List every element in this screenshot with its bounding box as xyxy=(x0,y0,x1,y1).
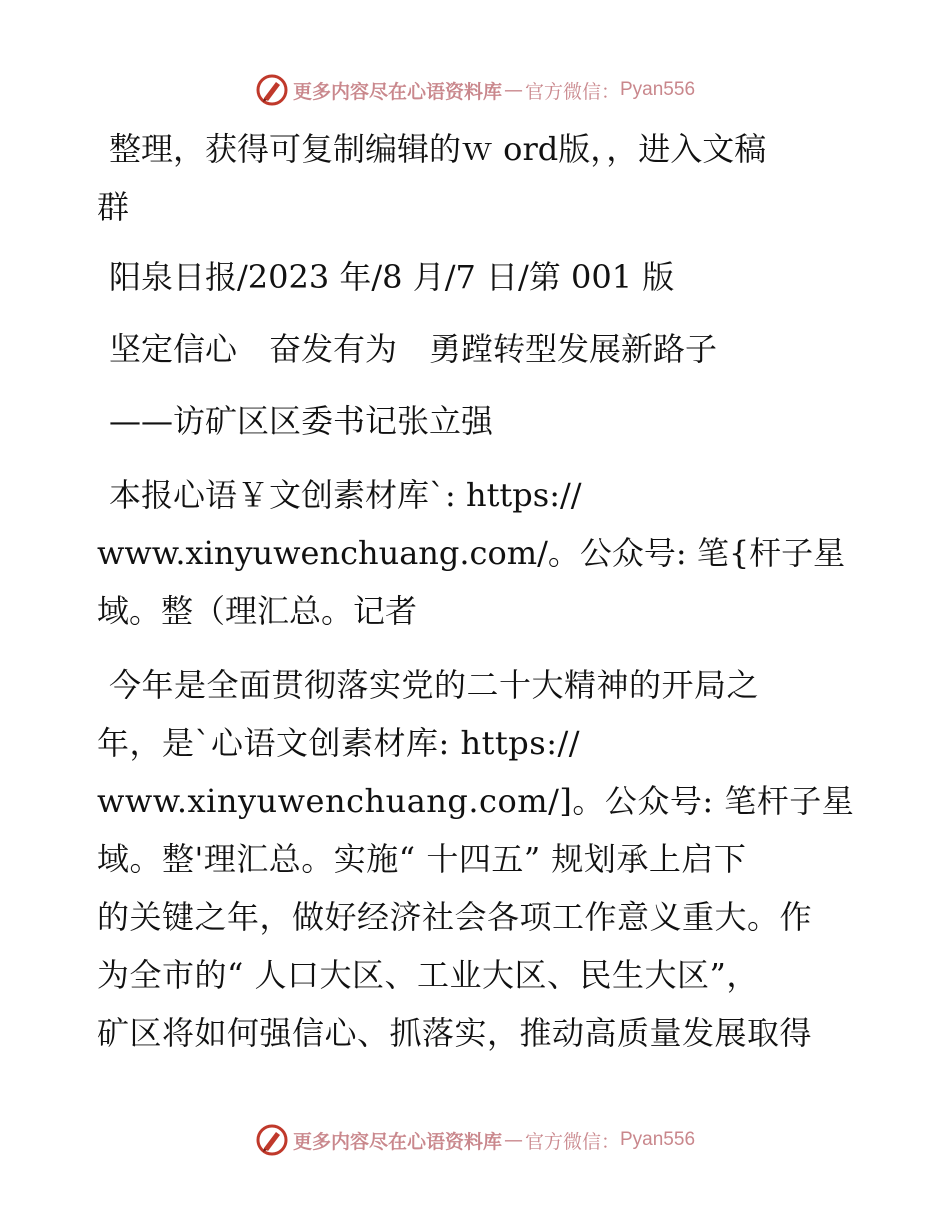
banner-separator: — xyxy=(503,79,523,101)
body-paragraph-line: 为全市的“ 人口大区、工业大区、民生大区”， xyxy=(97,956,759,994)
body-paragraph-line: www.xinyuwenchuang.com/]。公众号: 笔杆子星 xyxy=(97,782,855,820)
pen-circle-logo-icon xyxy=(255,73,289,107)
byline-line: 本报心语￥文创素材库`: https:// xyxy=(109,476,582,514)
wechat-id: Pyan556 xyxy=(620,1129,696,1150)
headline: 坚定信心 奋发有为 勇蹚转型发展新路子 xyxy=(109,330,718,368)
official-wechat-label: 官方微信： xyxy=(524,1130,620,1153)
intro-line: 整理，获得可复制编辑的ｗ ord版，，进入文稿 xyxy=(109,130,767,168)
pen-circle-logo-icon xyxy=(255,1123,289,1157)
header-banner xyxy=(0,70,950,110)
intro-line-cont: 群 xyxy=(97,188,130,226)
document-body xyxy=(97,120,857,1062)
body-paragraph-line: 域。整'理汇总。实施“ 十四五” 规划承上启下 xyxy=(97,840,747,878)
body-paragraph-line: 的关键之年，做好经济社会各项工作意义重大。作 xyxy=(97,898,813,936)
body-paragraph-line: 今年是全面贯彻落实党的二十大精神的开局之 xyxy=(109,666,760,704)
byline-line: 域。整（理汇总。记者 xyxy=(97,592,418,630)
wechat-id: Pyan556 xyxy=(620,79,696,100)
brand-text: 更多内容尽在心语资料库 xyxy=(292,80,502,103)
body-paragraph-line: 矿区将如何强信心、抓落实，推动高质量发展取得 xyxy=(97,1014,813,1052)
footer-banner xyxy=(0,1120,950,1160)
brand-text: 更多内容尽在心语资料库 xyxy=(292,1130,502,1153)
banner-separator: — xyxy=(503,1129,523,1151)
official-wechat-label: 官方微信： xyxy=(524,80,620,103)
subheadline: ——访矿区区委书记张立强 xyxy=(109,402,494,440)
dateline: 阳泉日报/2023 年/8 月/7 日/第 001 版 xyxy=(109,258,675,296)
body-paragraph-line: 年，是`心语文创素材库: https:// xyxy=(97,724,581,762)
byline-line: www.xinyuwenchuang.com/。公众号: 笔{杆子星 xyxy=(97,534,846,572)
